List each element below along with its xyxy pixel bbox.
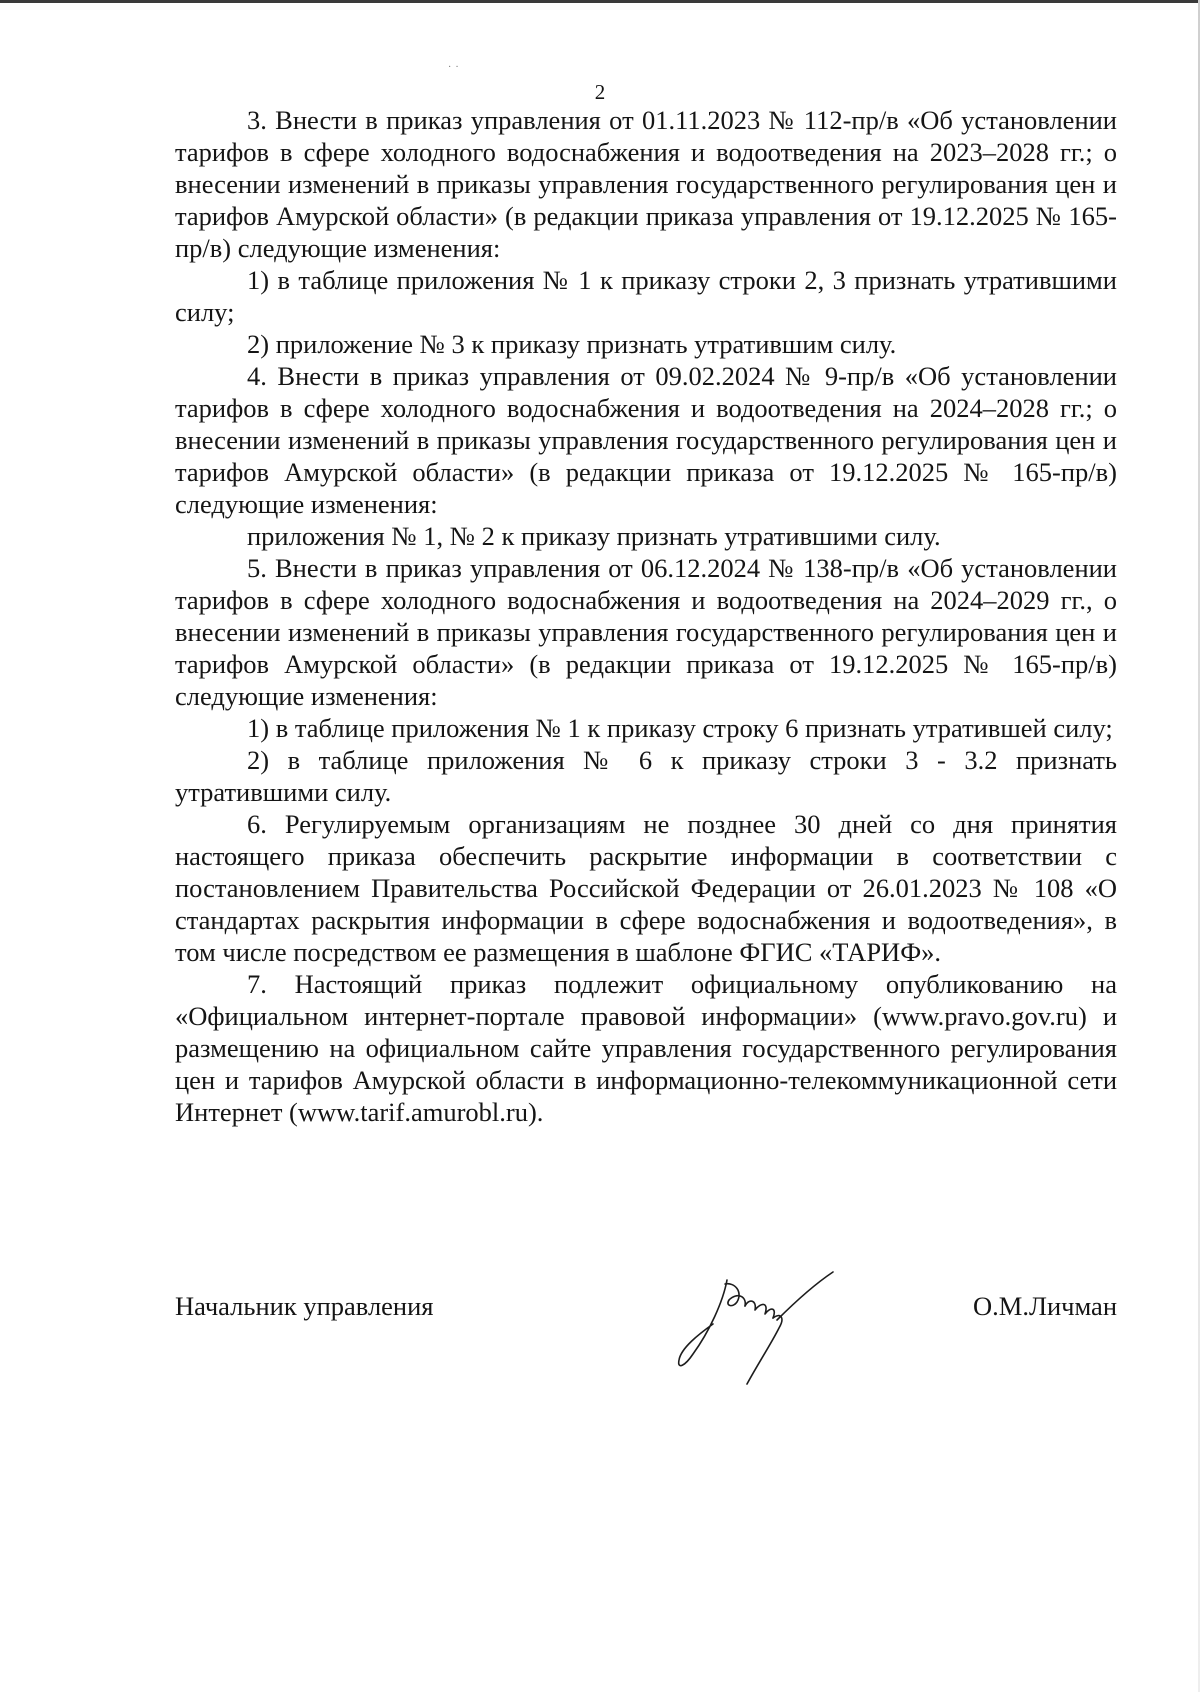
paragraph-item-4: 4. Внести в приказ управления от 09.02.2024 № 9-пр/в «Об установлении тарифов в сфере холодного водоснабжения и водоотведения на 2024–2028 гг.; о внесении изменений в приказы управления государственного регулирования цен и тарифов Амурской области» (в редакции приказа от 19.12.2025 № 165-пр/в) следующие изменения: — [175, 361, 1117, 519]
paragraph-item-7: 7. Настоящий приказ подлежит официальному опубликованию на «Официальном интернет-портале правовой информации» (www.pravo.gov.ru) и размещению на официальном сайте управления государственного регулирования цен и тарифов Амурской области в информационно-телекоммуникационной сети Интернет (www.tarif.amurobl.ru). — [175, 969, 1117, 1127]
page-number: 2 — [594, 80, 606, 104]
signatory-name: О.М.Личман — [973, 1291, 1117, 1321]
handwritten-signature — [665, 1262, 845, 1387]
paragraph-item-5: 5. Внести в приказ управления от 06.12.2024 № 138-пр/в «Об установлении тарифов в сфере холодного водоснабжения и водоотведения на 2024–2029 гг., о внесении изменений в приказы управления государственного регулирования цен и тарифов Амурской области» (в редакции приказа от 19.12.2025 № 165-пр/в) следующие изменения: — [175, 553, 1117, 711]
paragraph-item-3-sub-1: 1) в таблице приложения № 1 к приказу строки 2, 3 признать утратившими силу; — [175, 265, 1117, 327]
paragraph-item-3-sub-2: 2) приложение № 3 к приказу признать утратившим силу. — [247, 329, 897, 359]
paragraph-item-4-sub: приложения № 1, № 2 к приказу признать утратившими силу. — [247, 521, 941, 551]
scan-speck: ·· — [448, 62, 463, 73]
paragraph-item-5-sub-1: 1) в таблице приложения № 1 к приказу строку 6 признать утратившей силу; — [247, 713, 1113, 743]
paragraph-item-6: 6. Регулируемым организациям не позднее 30 дней со дня принятия настоящего приказа обеспечить раскрытие информации в соответствии с постановлением Правительства Российской Федерации от 26.01.2023 № 108 «О стандартах раскрытия информации в сфере водоснабжения и водоотведения», в том числе посредством ее размещения в шаблоне ФГИС «ТАРИФ». — [175, 809, 1117, 967]
signature-block — [175, 1290, 1117, 1320]
scan-top-border — [0, 0, 1200, 3]
document-body — [175, 104, 1117, 1128]
paragraph-item-5-sub-2: 2) в таблице приложения № 6 к приказу строки 3 - 3.2 признать утратившими силу. — [175, 745, 1117, 807]
paragraph-item-3: 3. Внести в приказ управления от 01.11.2023 № 112-пр/в «Об установлении тарифов в сфере холодного водоснабжения и водоотведения на 2023–2028 гг.; о внесении изменений в приказы управления государственного регулирования цен и тарифов Амурской области» (в редакции приказа управления от 19.12.2025 № 165-пр/в) следующие изменения: — [175, 105, 1117, 263]
signatory-title: Начальник управления — [175, 1291, 434, 1321]
